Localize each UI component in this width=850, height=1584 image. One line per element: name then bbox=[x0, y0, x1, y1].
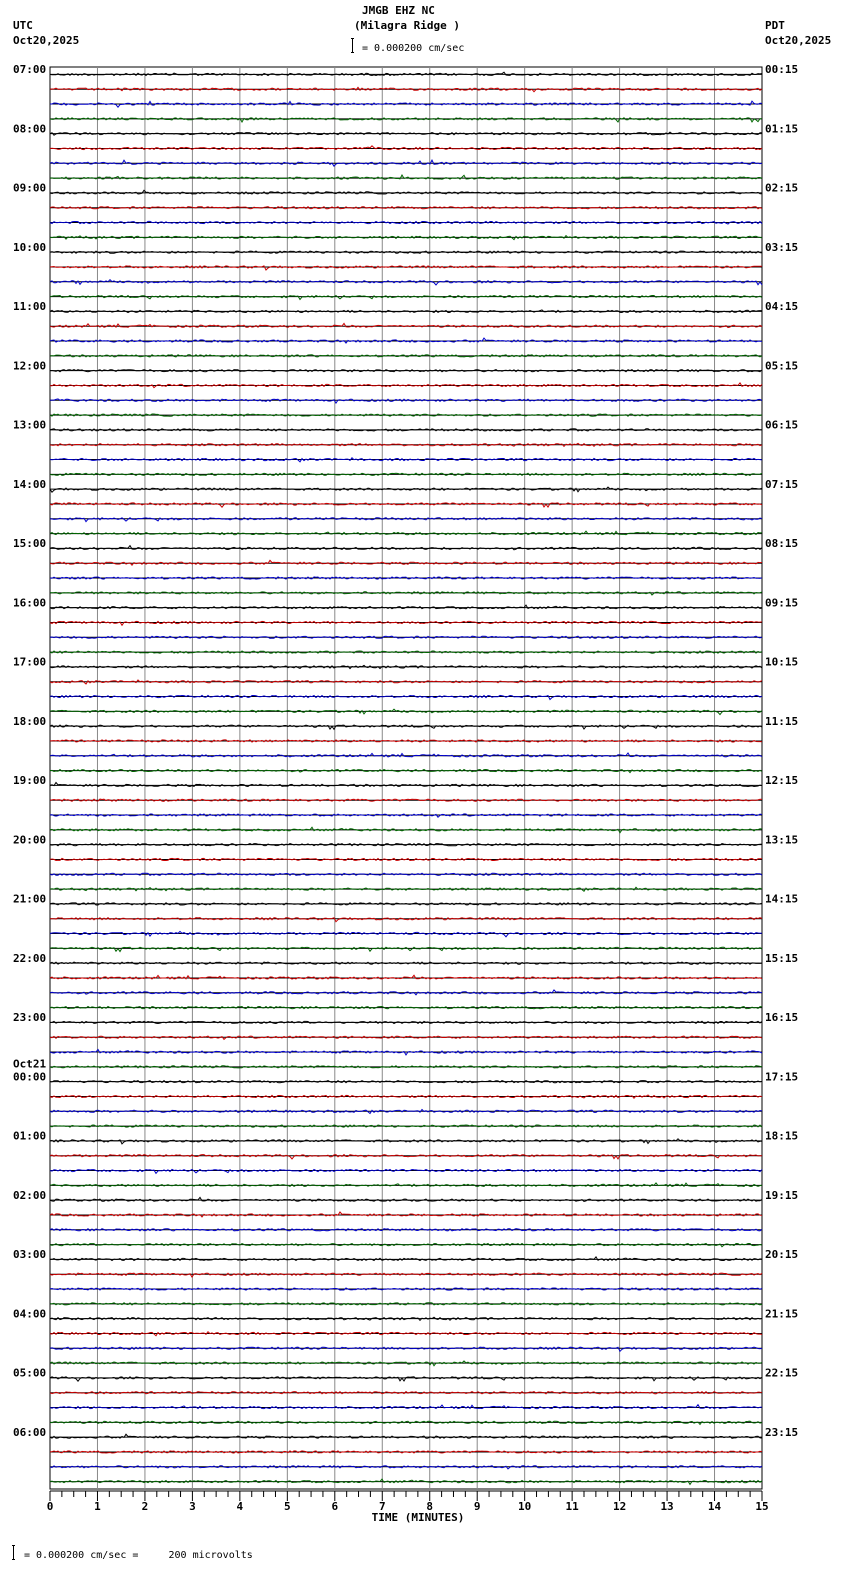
utc-hour-label: 22:00 bbox=[13, 951, 47, 965]
pdt-date: Oct20,2025 bbox=[765, 34, 832, 47]
seismic-trace bbox=[50, 931, 762, 936]
site-name: (Milagra Ridge ) bbox=[354, 19, 460, 32]
seismic-trace bbox=[50, 1244, 762, 1247]
pdt-hour-label: 08:15 bbox=[765, 537, 799, 550]
seismic-trace bbox=[50, 531, 762, 535]
x-tick-label: 9 bbox=[473, 1500, 481, 1513]
utc-hour-label: 15:00 bbox=[13, 537, 47, 550]
utc-hour-label: 18:00 bbox=[13, 714, 47, 728]
seismic-trace bbox=[50, 975, 762, 979]
pdt-hour-label: 13:15 bbox=[765, 833, 799, 847]
seismic-trace bbox=[50, 1257, 762, 1261]
plot-frame bbox=[50, 67, 762, 1489]
pdt-hour-label: 05:15 bbox=[765, 359, 799, 373]
pdt-hour-label: 17:15 bbox=[765, 1070, 799, 1084]
pdt-hour-label: 14:15 bbox=[765, 892, 799, 906]
x-tick-label: 0 bbox=[46, 1500, 54, 1513]
utc-label: UTC bbox=[13, 19, 33, 32]
seismic-trace bbox=[50, 72, 762, 75]
seismic-trace bbox=[50, 1405, 762, 1409]
seismic-trace bbox=[50, 709, 762, 714]
seismic-trace bbox=[50, 546, 762, 550]
utc-hour-label: 02:00 bbox=[13, 1188, 47, 1202]
x-tick-label: 6 bbox=[331, 1500, 339, 1513]
utc-hour-label: 23:00 bbox=[13, 1011, 47, 1024]
x-tick-label: 13 bbox=[660, 1500, 674, 1513]
x-tick-label: 12 bbox=[612, 1500, 627, 1513]
seismic-trace bbox=[50, 323, 762, 327]
pdt-hour-label: 16:15 bbox=[765, 1011, 799, 1024]
seismic-trace bbox=[50, 146, 762, 150]
utc-hour-label: 08:00 bbox=[13, 122, 47, 136]
seismic-trace bbox=[50, 310, 762, 313]
seismic-trace bbox=[50, 753, 762, 757]
pdt-hour-label: 19:15 bbox=[765, 1188, 799, 1202]
scale-label: = 0.000200 cm/sec bbox=[362, 43, 465, 54]
x-tick-label: 5 bbox=[284, 1500, 291, 1513]
pdt-hour-label: 03:15 bbox=[765, 240, 799, 254]
utc-hour-label: 07:00 bbox=[13, 63, 47, 76]
seismic-trace bbox=[50, 1317, 762, 1320]
seismic-trace bbox=[50, 1347, 762, 1351]
utc-hour-label: 05:00 bbox=[13, 1366, 47, 1380]
x-tick-label: 8 bbox=[426, 1500, 434, 1513]
x-tick-label: 11 bbox=[565, 1500, 579, 1513]
seismic-trace bbox=[50, 1197, 762, 1201]
pdt-hour-label: 01:15 bbox=[765, 122, 799, 136]
seismic-trace bbox=[50, 605, 762, 609]
utc-hour-label: 21:00 bbox=[13, 892, 47, 906]
date-change-label: Oct21 bbox=[13, 1057, 47, 1071]
seismic-trace bbox=[50, 280, 762, 285]
utc-hour-label: 16:00 bbox=[13, 596, 47, 610]
seismic-trace bbox=[50, 160, 762, 166]
pdt-hour-label: 15:15 bbox=[765, 951, 799, 965]
utc-hour-label: 10:00 bbox=[13, 240, 47, 254]
pdt-hour-label: 04:15 bbox=[765, 300, 799, 313]
pdt-hour-label: 20:15 bbox=[765, 1248, 799, 1261]
footer-scale-note: = 0.000200 cm/sec = 200 microvolts bbox=[24, 1550, 253, 1561]
x-tick-label: 1 bbox=[94, 1500, 101, 1513]
utc-hour-label: 03:00 bbox=[13, 1248, 47, 1261]
utc-hour-label: 19:00 bbox=[13, 774, 47, 787]
seismic-trace bbox=[50, 962, 762, 965]
utc-hour-label: 09:00 bbox=[13, 181, 47, 195]
utc-hour-label: 06:00 bbox=[13, 1425, 47, 1439]
seismic-trace bbox=[50, 190, 762, 194]
x-tick-label: 10 bbox=[518, 1500, 532, 1513]
scale-bar-icon bbox=[351, 38, 354, 53]
pdt-hour-label: 02:15 bbox=[765, 181, 799, 195]
pdt-hour-label: 18:15 bbox=[765, 1129, 799, 1143]
seismic-trace bbox=[50, 1273, 762, 1277]
seismic-trace bbox=[50, 1183, 762, 1187]
pdt-hour-label: 06:15 bbox=[765, 418, 799, 432]
pdt-hour-label: 21:15 bbox=[765, 1307, 799, 1321]
utc-hour-label: 01:00 bbox=[13, 1129, 47, 1143]
x-tick-label: 7 bbox=[378, 1500, 386, 1513]
utc-hour-label: 00:00 bbox=[13, 1070, 47, 1084]
seismic-trace bbox=[50, 918, 762, 922]
utc-hour-label: 20:00 bbox=[13, 833, 47, 847]
seismic-trace bbox=[50, 1036, 762, 1039]
x-axis-label: TIME (MINUTES) bbox=[371, 1511, 465, 1524]
seismic-trace bbox=[50, 1081, 762, 1083]
x-tick-label: 3 bbox=[189, 1500, 196, 1513]
pdt-hour-label: 07:15 bbox=[765, 477, 799, 491]
seismic-trace bbox=[50, 873, 762, 875]
seismic-trace bbox=[50, 1007, 762, 1009]
x-tick-label: 2 bbox=[141, 1500, 149, 1513]
pdt-hour-label: 00:15 bbox=[765, 63, 799, 76]
seismic-trace bbox=[50, 1434, 762, 1438]
seismic-trace bbox=[50, 592, 762, 595]
utc-hour-label: 04:00 bbox=[13, 1307, 47, 1321]
seismic-trace bbox=[50, 1479, 762, 1484]
footer-scale-icon bbox=[12, 1545, 15, 1560]
seismic-trace bbox=[50, 695, 762, 699]
utc-hour-label: 11:00 bbox=[13, 300, 47, 313]
seismic-trace bbox=[50, 740, 762, 742]
utc-date: Oct20,2025 bbox=[13, 34, 80, 47]
seismic-trace bbox=[50, 1451, 762, 1453]
seismic-trace bbox=[50, 1466, 762, 1469]
pdt-hour-label: 11:15 bbox=[765, 714, 799, 728]
pdt-label: PDT bbox=[765, 19, 785, 32]
x-tick-label: 15 bbox=[755, 1500, 769, 1513]
pdt-hour-label: 12:15 bbox=[765, 774, 799, 787]
utc-hour-label: 12:00 bbox=[13, 359, 47, 373]
pdt-hour-label: 23:15 bbox=[765, 1425, 799, 1439]
utc-hour-label: 13:00 bbox=[13, 418, 47, 432]
x-tick-label: 4 bbox=[236, 1500, 244, 1513]
seismic-trace bbox=[50, 458, 762, 462]
pdt-hour-label: 10:15 bbox=[765, 655, 799, 669]
seismic-trace bbox=[50, 1169, 762, 1173]
station-title: JMGB EHZ NC bbox=[362, 4, 435, 17]
x-tick-label: 14 bbox=[707, 1500, 722, 1513]
utc-hour-label: 17:00 bbox=[13, 655, 47, 669]
pdt-hour-label: 22:15 bbox=[765, 1366, 799, 1380]
seismic-trace bbox=[50, 814, 762, 817]
utc-hour-label: 14:00 bbox=[13, 477, 47, 491]
pdt-hour-label: 09:15 bbox=[765, 596, 799, 610]
seismic-trace bbox=[50, 399, 762, 403]
